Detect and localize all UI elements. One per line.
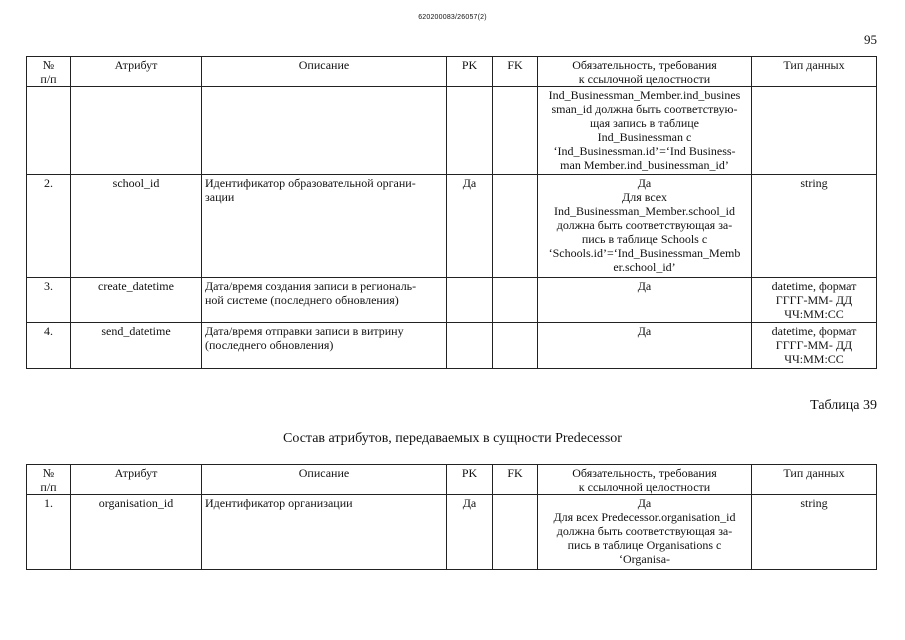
document-id-header: 620200083/26057(2) [418, 14, 487, 21]
column-header-attribute: Атрибут [71, 57, 202, 87]
column-header-fk: FK [493, 465, 538, 495]
row-description: Идентификатор организации [202, 495, 447, 570]
table-caption: Таблица 39 [810, 398, 877, 413]
row-requirement: Да [538, 323, 752, 369]
column-header-requirement: Обязательность, требования к ссылочной целостности [538, 465, 752, 495]
row-attribute: school_id [71, 175, 202, 278]
row-description: Идентификатор образовательной органи- зации [202, 175, 447, 278]
row-number: 3. [27, 278, 71, 323]
row-fk [493, 323, 538, 369]
predecessor-attributes-table [26, 464, 877, 570]
row-number [27, 87, 71, 175]
row-fk [493, 87, 538, 175]
row-attribute: create_datetime [71, 278, 202, 323]
column-header-pk: PK [447, 57, 493, 87]
row-attribute [71, 87, 202, 175]
column-header-attribute: Атрибут [71, 465, 202, 495]
row-description: Дата/время создания записи в региональ- ной системе (последнего обновления) [202, 278, 447, 323]
column-header-description: Описание [202, 465, 447, 495]
row-number: 1. [27, 495, 71, 570]
row-attribute: send_datetime [71, 323, 202, 369]
row-number: 4. [27, 323, 71, 369]
row-pk [447, 87, 493, 175]
row-requirement: Да Для всех Ind_Businessman_Member.school_id должна быть соответствующая за- пись в таблице Schools с ‘Schools.id’=‘Ind_Businessman_Memb er.school_id’ [538, 175, 752, 278]
row-fk [493, 278, 538, 323]
column-header-number: № п/п [27, 57, 71, 87]
column-header-requirement: Обязательность, требования к ссылочной целостности [538, 57, 752, 87]
row-data-type [752, 87, 877, 175]
table-header-row [27, 465, 877, 495]
page-number: 95 [864, 32, 877, 47]
column-header-description: Описание [202, 57, 447, 87]
row-description [202, 87, 447, 175]
row-data-type: string [752, 175, 877, 278]
row-pk: Да [447, 175, 493, 278]
row-requirement: Да [538, 278, 752, 323]
row-requirement: Да Для всех Predecessor.organisation_id должна быть соответствующая за- пись в таблице Organisations с ‘Organisa- [538, 495, 752, 570]
column-header-data-type: Тип данных [752, 465, 877, 495]
table-row [27, 87, 877, 175]
row-data-type: datetime, формат ГГГГ-ММ- ДД ЧЧ:ММ:СС [752, 278, 877, 323]
table-header-row [27, 57, 877, 87]
row-data-type: datetime, формат ГГГГ-ММ- ДД ЧЧ:ММ:СС [752, 323, 877, 369]
table-row [27, 175, 877, 278]
row-requirement: Ind_Businessman_Member.ind_busines sman_id должна быть соответствую- щая запись в таблице Ind_Businessman с ‘Ind_Businessman.id’=‘Ind Business- man Member.ind_businessman_id’ [538, 87, 752, 175]
row-data-type: string [752, 495, 877, 570]
row-fk [493, 495, 538, 570]
table-row [27, 278, 877, 323]
row-description: Дата/время отправки записи в витрину (последнего обновления) [202, 323, 447, 369]
row-pk [447, 323, 493, 369]
attributes-table-continued [26, 56, 877, 369]
table-row [27, 495, 877, 570]
row-pk [447, 278, 493, 323]
row-number: 2. [27, 175, 71, 278]
row-fk [493, 175, 538, 278]
table-row [27, 323, 877, 369]
column-header-data-type: Тип данных [752, 57, 877, 87]
table-title: Состав атрибутов, передаваемых в сущности Predecessor [283, 431, 622, 446]
column-header-pk: PK [447, 465, 493, 495]
row-attribute: organisation_id [71, 495, 202, 570]
column-header-fk: FK [493, 57, 538, 87]
row-pk: Да [447, 495, 493, 570]
column-header-number: № п/п [27, 465, 71, 495]
